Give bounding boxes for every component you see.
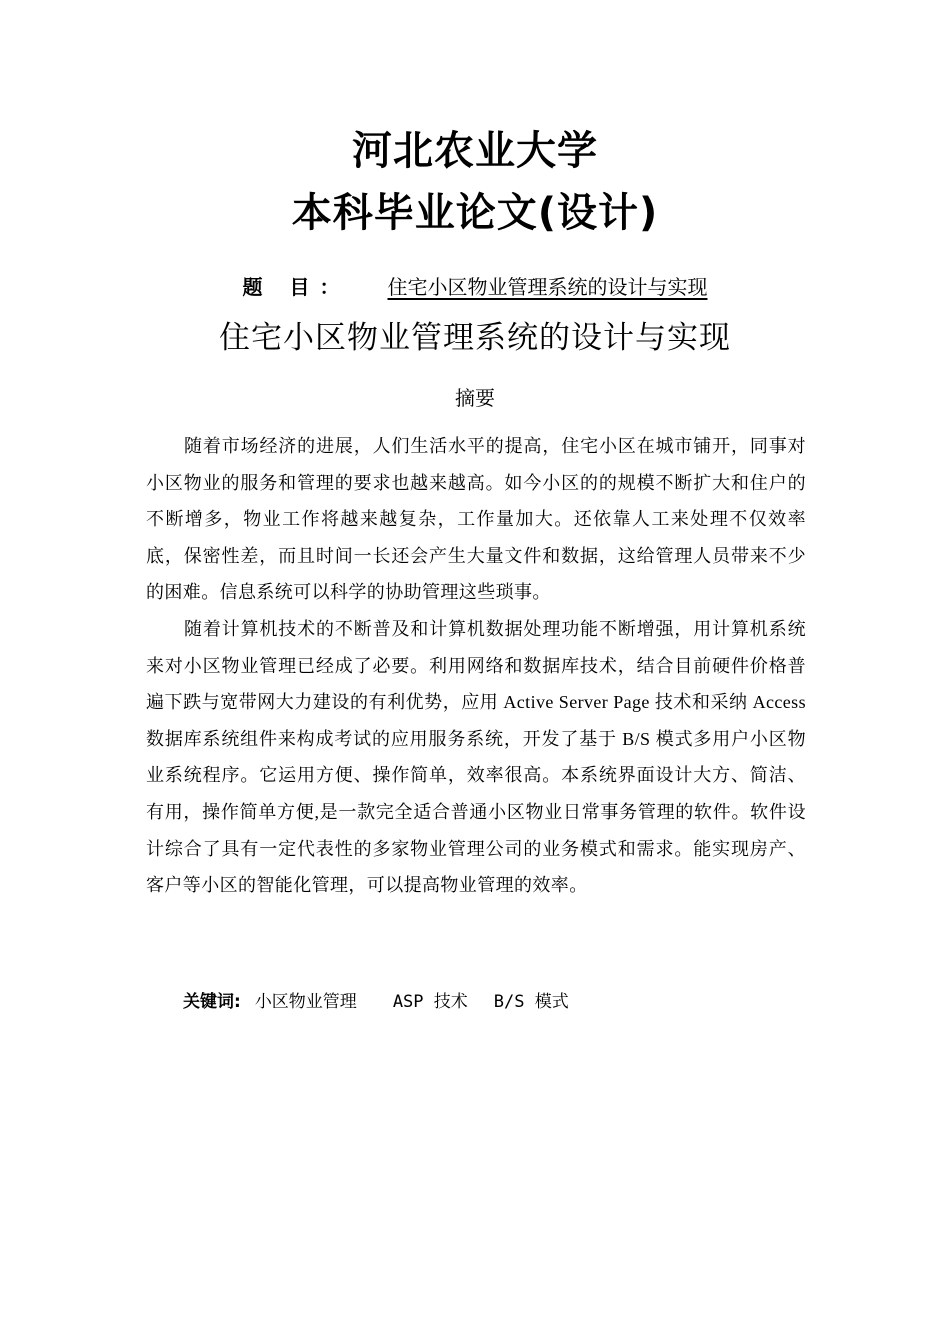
- keywords-line: [183, 986, 569, 1017]
- thesis-type: 本科毕业论文(设计): [291, 190, 659, 236]
- keywords-label: 关键词:: [183, 992, 241, 1012]
- keyword-item: 小区物业管理: [254, 992, 357, 1012]
- topic-value: 住宅小区物业管理系统的设计与实现: [387, 275, 708, 299]
- abstract-paragraph-1: 随着市场经济的进展，人们生活水平的提高，住宅小区在城市铺开，同事对小区物业的服务和管理的要求也越来越高。如今小区的的规模不断扩大和住户的不断增多，物业工作将越来越复杂，工作量加大。还依靠人工来处理不仅效率底，保密性差，而且时间一长还会产生大量文件和数据，这给管理人员带来不少的困难。信息系统可以科学的协助管理这些琐事。: [146, 436, 806, 603]
- university-name: 河北农业大学: [352, 128, 598, 174]
- keyword-item: ASP 技术: [392, 992, 468, 1012]
- abstract-heading: 摘要: [455, 386, 495, 410]
- main-title: 住宅小区物业管理系统的设计与实现: [219, 320, 731, 356]
- abstract-paragraph-2: 随着计算机技术的不断普及和计算机数据处理功能不断增强，用计算机系统来对小区物业管理已经成了必要。利用网络和数据库技术，结合目前硬件价格普遍下跌与宽带网大力建设的有利优势，应用 Active Server Page 技术和采纳 Access 数据库系统组件来构成考试的应用服务系统，开发了基于 B/S 模式多用户小区物业系统程序。它运用方便、操作简单，效率很高。本系统界面设计大方、简洁、有用，操作简单方便,是一款完全适合普通小区物业日常事务管理的软件。软件设计综合了具有一定代表性的多家物业管理公司的业务模式和需求。能实现房产、客户等小区的智能化管理，可以提高物业管理的效率。: [146, 618, 806, 896]
- keyword-item: B/S 模式: [493, 992, 569, 1012]
- abstract-body: [146, 428, 806, 904]
- topic-row: [0, 272, 950, 303]
- topic-label: 题 目：: [242, 275, 350, 299]
